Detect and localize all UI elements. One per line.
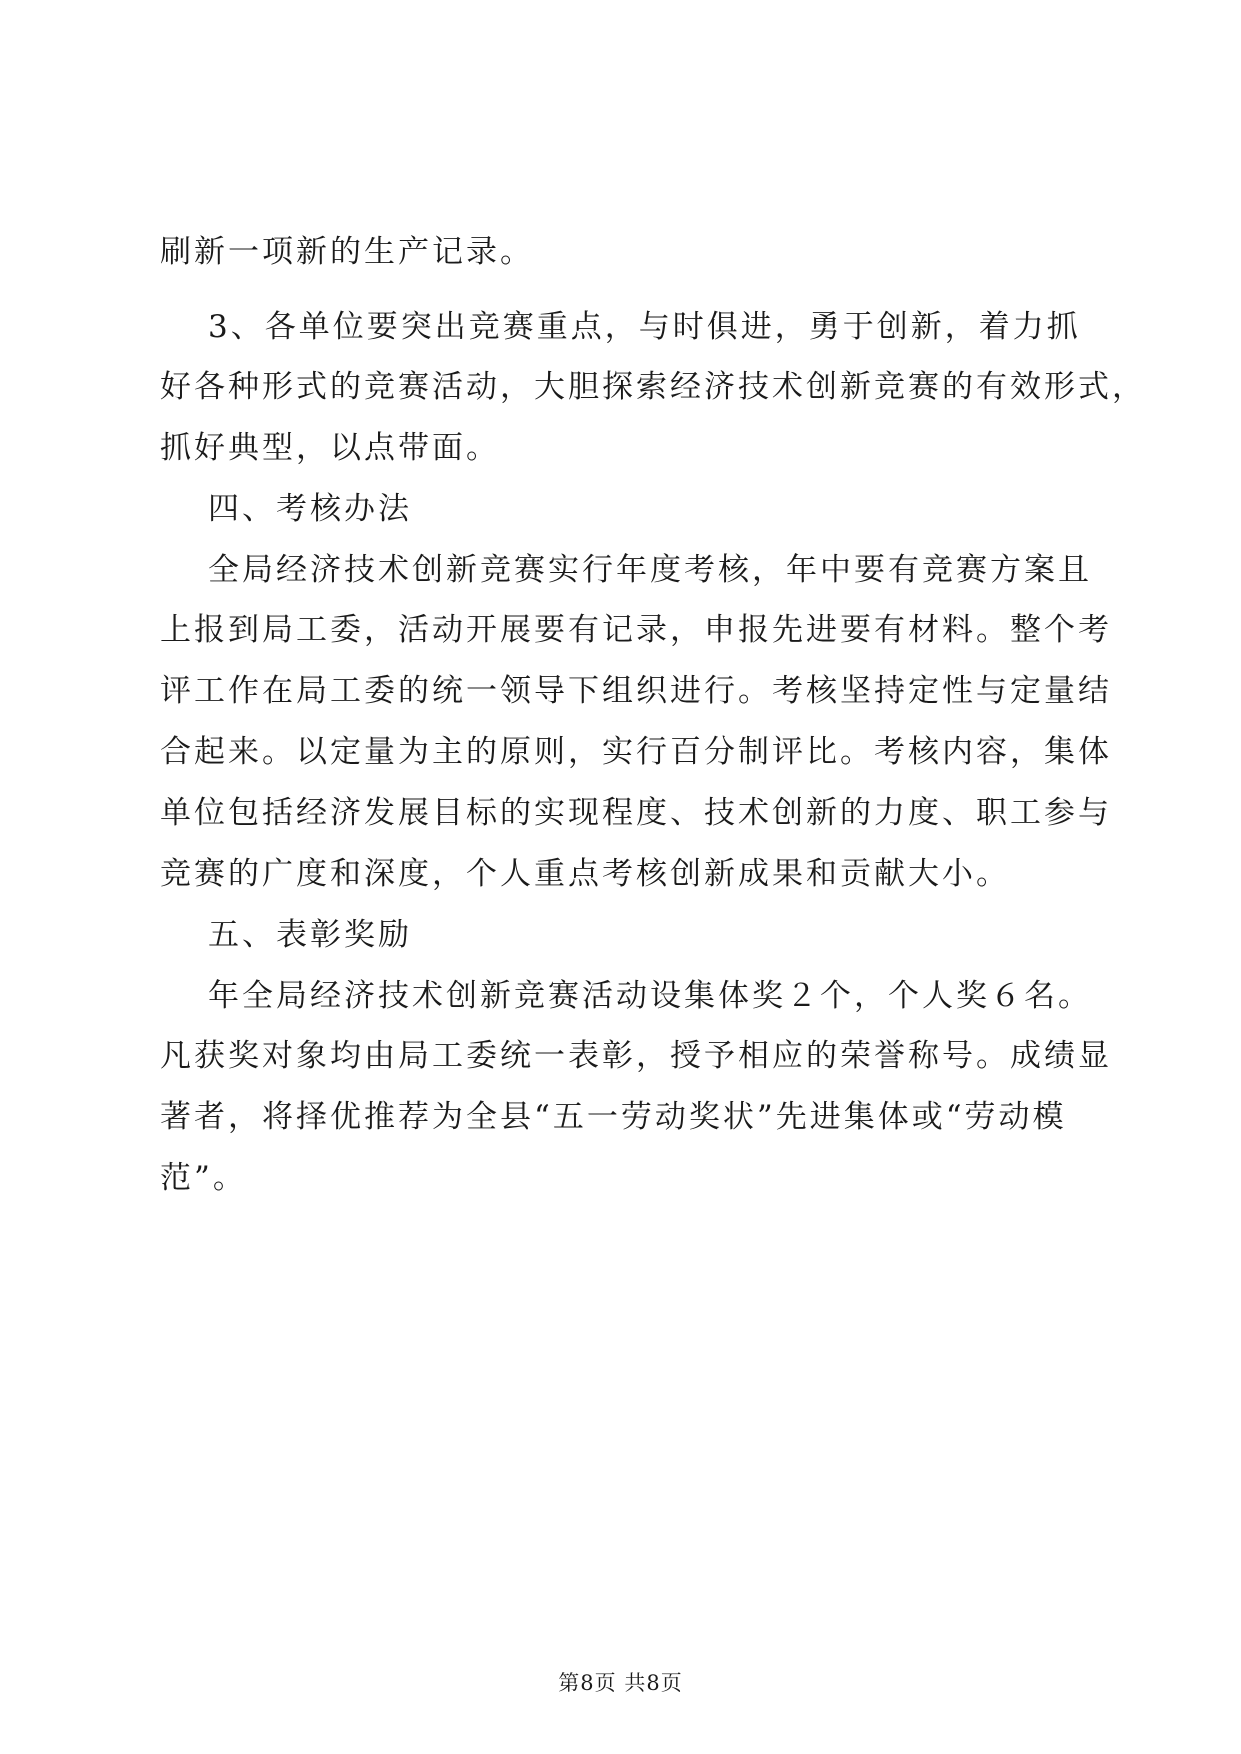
text-line-6: 全局经济技术创新竞赛实行年度考核，年中要有竞赛方案且 (208, 552, 1092, 588)
section-heading-5: 五、表彰奖励 (208, 917, 412, 953)
text-line-2: 3、各单位要突出竞赛重点，与时俱进，勇于创新，着力抓 (208, 309, 1081, 345)
text-line-11: 竞赛的广度和深度，个人重点考核创新成果和贡献大小。 (160, 856, 1010, 892)
text-line-10: 单位包括经济发展目标的实现程度、技术创新的力度、职工参与 (160, 795, 1112, 831)
page-number-footer: 第8页 共8页 (558, 1671, 683, 1695)
text-line-1: 刷新一项新的生产记录。 (160, 234, 534, 270)
text-line-16: 范”。 (160, 1160, 247, 1196)
text-line-8: 评工作在局工委的统一领导下组织进行。考核坚持定性与定量结 (160, 673, 1112, 709)
text-line-15: 著者，将择优推荐为全县“五一劳动奖状”先进集体或“劳动模 (160, 1099, 1067, 1135)
text-line-13: 年全局经济技术创新竞赛活动设集体奖２个，个人奖６名。 (208, 978, 1092, 1014)
text-line-14: 凡获奖对象均由局工委统一表彰，授予相应的荣誉称号。成绩显 (160, 1038, 1112, 1074)
text-line-9: 合起来。以定量为主的原则，实行百分制评比。考核内容，集体 (160, 734, 1112, 770)
text-line-4: 抓好典型，以点带面。 (160, 430, 500, 466)
text-line-7: 上报到局工委，活动开展要有记录，申报先进要有材料。整个考 (160, 612, 1112, 648)
text-line-3: 好各种形式的竞赛活动，大胆探索经济技术创新竞赛的有效形式， (160, 369, 1146, 405)
section-heading-4: 四、考核办法 (208, 491, 412, 527)
